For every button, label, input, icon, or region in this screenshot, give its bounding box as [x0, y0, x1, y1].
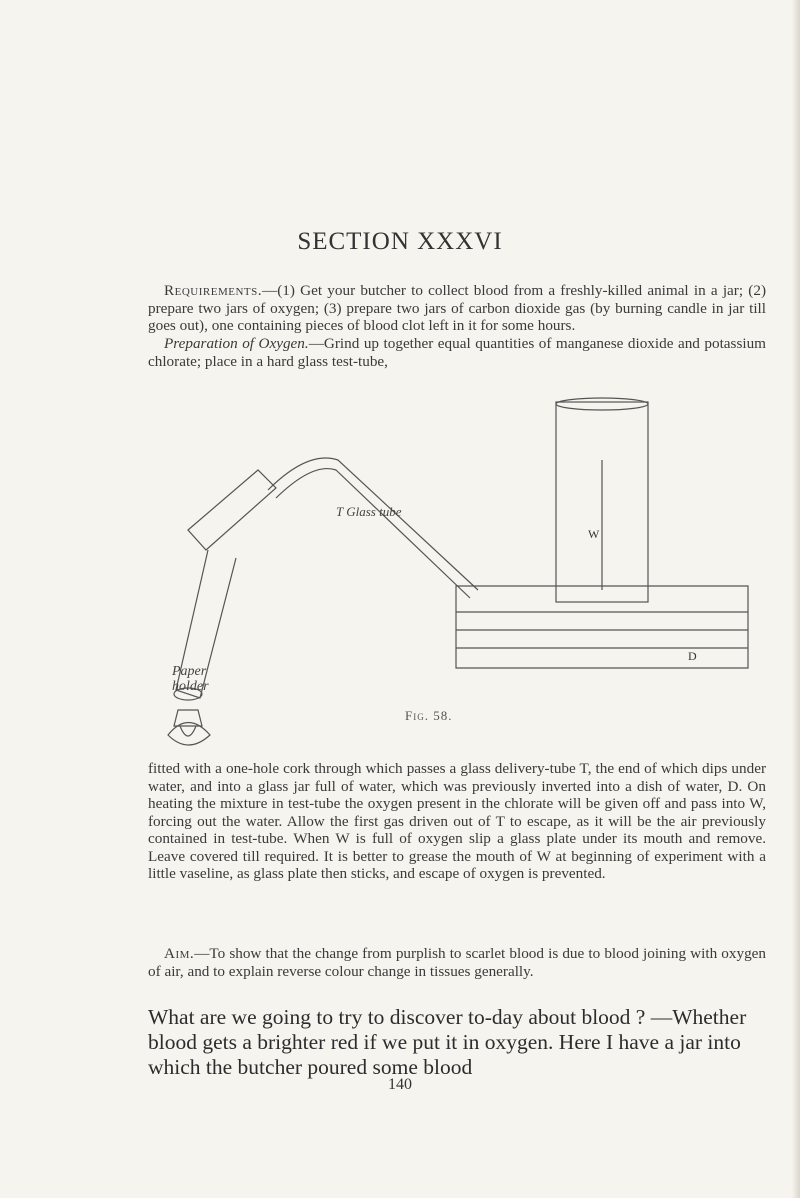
preparation-paragraph	[148, 335, 766, 370]
requirements-text: —(1) Get your butcher to collect blood from a freshly-killed animal in a jar; (2) prepare two jars of oxygen; (3) prepare two jars of carbon dioxide gas (by burning candle in jar till goes out), one containing pieces of blood clot left in it for some hours.	[148, 282, 766, 334]
requirements-paragraph	[148, 282, 766, 335]
page-edge	[792, 0, 800, 1198]
narrative-text: What are we going to try to discover to-day about blood ? —Whether blood gets a brighter red if we put it in oxygen. Here I have a jar into which the butcher poured some blood	[148, 1005, 747, 1079]
figure-caption: Fig. 58.	[405, 708, 453, 723]
delivery-tube-shape	[268, 458, 478, 590]
aim-text: —To show that the change from purplish to scarlet blood is due to blood joining with oxygen of air, and to explain reverse colour change in tissues generally.	[148, 945, 766, 980]
dish-d-shape	[456, 586, 748, 668]
section-title: SECTION XXXVI	[297, 228, 503, 255]
paper-holder-label-line-1: Paper	[172, 664, 207, 679]
glass-tube-label: T Glass tube	[336, 504, 402, 519]
aim-label: Aim.	[164, 945, 195, 962]
preparation-text: —Grind up together equal quantities of manganese dioxide and potassium chlorate; place in a hard glass test-tube,	[148, 335, 766, 370]
dish-d-label: D	[688, 649, 697, 663]
paper-holder-label-line-2: holder	[172, 679, 209, 694]
aim-paragraph	[148, 945, 766, 980]
paper-holder-shape	[188, 470, 276, 550]
apparatus-illustration	[148, 390, 768, 750]
jar-w-label: W	[588, 527, 600, 541]
preparation-label: Preparation of Oxygen.	[164, 335, 309, 352]
apparatus-figure	[148, 390, 768, 750]
paper-holder-label	[172, 664, 209, 694]
continuation-paragraph: fitted with a one-hole cork through which passes a glass delivery-tube T, the end of which dips under water, and into a glass jar full of water, which was previously inverted into a dish of water, D. On heating the mixture in test-tube the oxygen present in the chlorate will be given off and pass into W, forcing out the water. Allow the first gas driven out of T to escape, as it will be the air previously contained in test-tube. When W is full of oxygen slip a glass plate under its mouth and remove. Leave covered till required. It is better to grease the mouth of W at beginning of experiment with a little vaseline, as glass plate then sticks, and escape of oxygen is prevented.	[148, 760, 766, 882]
requirements-label: Requirements.	[164, 282, 263, 299]
page-number: 140	[388, 1076, 412, 1093]
